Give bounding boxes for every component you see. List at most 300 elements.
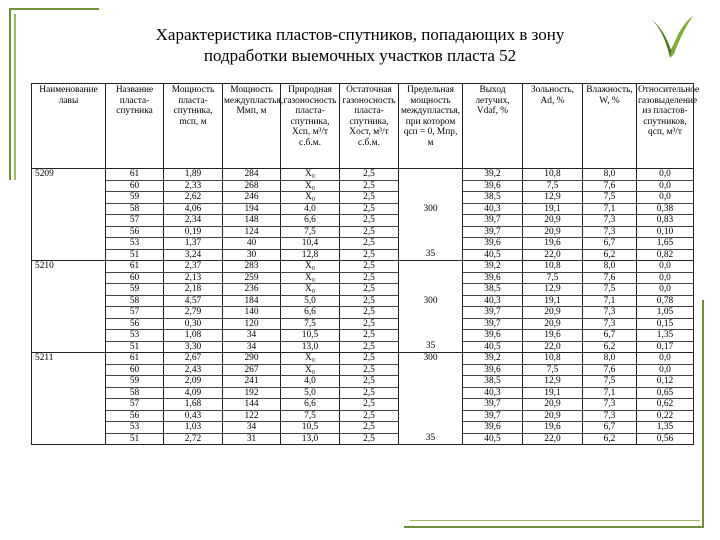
column-header: Влажность, W, % bbox=[583, 84, 637, 169]
cell-ash: 12,9 bbox=[523, 376, 583, 388]
cell-interlayer: 267 bbox=[223, 364, 281, 376]
satellite-seams-table bbox=[31, 83, 700, 445]
cell-limit-thickness bbox=[399, 272, 463, 284]
cell-interlayer: 40 bbox=[223, 238, 281, 250]
cell-moisture: 7,1 bbox=[583, 203, 637, 215]
cell-gas-content: 10,5 bbox=[281, 422, 340, 434]
cell-ash: 10,8 bbox=[523, 169, 583, 181]
slide-frame-bottom-inner bbox=[410, 520, 700, 521]
cell-seam: 61 bbox=[106, 353, 164, 365]
table-row bbox=[32, 295, 694, 307]
cell-seam: 59 bbox=[106, 376, 164, 388]
cell-gas-content: 6,6 bbox=[281, 215, 340, 227]
table-row bbox=[32, 192, 694, 204]
cell-limit-thickness bbox=[399, 410, 463, 422]
cell-gas-release: 0,0 bbox=[637, 364, 694, 376]
cell-interlayer: 283 bbox=[223, 261, 281, 273]
cell-seam: 60 bbox=[106, 364, 164, 376]
cell-ash: 20,9 bbox=[523, 215, 583, 227]
slide-title-line-2: подработки выемочных участков пласта 52 bbox=[203, 46, 517, 65]
cell-thickness: 2,09 bbox=[164, 376, 223, 388]
cell-lava bbox=[32, 330, 106, 342]
cell-lava bbox=[32, 376, 106, 388]
cell-gas-release: 0,62 bbox=[637, 399, 694, 411]
cell-gas-content: X₀ bbox=[281, 261, 340, 273]
cell-limit-thickness: 35 bbox=[399, 341, 463, 353]
cell-limit-thickness bbox=[399, 376, 463, 388]
cell-residual-gas: 2,5 bbox=[340, 422, 399, 434]
column-header: Название пласта-спутника bbox=[106, 84, 164, 169]
cell-residual-gas: 2,5 bbox=[340, 180, 399, 192]
column-header: Предельная мощность междупластья, при котором qсп = 0, Mпр, м bbox=[399, 84, 463, 169]
cell-moisture: 7,3 bbox=[583, 307, 637, 319]
cell-gas-release: 0,0 bbox=[637, 284, 694, 296]
table-row bbox=[32, 307, 694, 319]
table-row bbox=[32, 272, 694, 284]
cell-seam: 60 bbox=[106, 272, 164, 284]
cell-lava bbox=[32, 410, 106, 422]
cell-lava bbox=[32, 203, 106, 215]
cell-limit-thickness bbox=[399, 387, 463, 399]
cell-moisture: 6,7 bbox=[583, 422, 637, 434]
cell-thickness: 2,79 bbox=[164, 307, 223, 319]
cell-interlayer: 192 bbox=[223, 387, 281, 399]
cell-volatiles: 39,6 bbox=[463, 364, 523, 376]
cell-moisture: 7,6 bbox=[583, 364, 637, 376]
cell-ash: 20,9 bbox=[523, 399, 583, 411]
table-row bbox=[32, 387, 694, 399]
cell-seam: 56 bbox=[106, 410, 164, 422]
cell-ash: 20,9 bbox=[523, 226, 583, 238]
cell-thickness: 1,68 bbox=[164, 399, 223, 411]
cell-residual-gas: 2,5 bbox=[340, 330, 399, 342]
cell-moisture: 7,3 bbox=[583, 399, 637, 411]
cell-thickness: 2,18 bbox=[164, 284, 223, 296]
slide-frame-bottom bbox=[404, 526, 704, 528]
cell-seam: 53 bbox=[106, 330, 164, 342]
cell-thickness: 2,33 bbox=[164, 180, 223, 192]
cell-moisture: 7,3 bbox=[583, 226, 637, 238]
table-row bbox=[32, 364, 694, 376]
cell-gas-content: X₀ bbox=[281, 180, 340, 192]
column-header: Мощность пласта-спутника, mсп, м bbox=[164, 84, 223, 169]
cell-gas-release: 1,65 bbox=[637, 238, 694, 250]
cell-gas-release: 1,35 bbox=[637, 422, 694, 434]
cell-gas-content: 5,0 bbox=[281, 387, 340, 399]
cell-gas-release: 0,0 bbox=[637, 192, 694, 204]
cell-lava bbox=[32, 341, 106, 353]
cell-seam: 56 bbox=[106, 318, 164, 330]
cell-limit-thickness bbox=[399, 226, 463, 238]
cell-limit-thickness: 35 bbox=[399, 249, 463, 261]
cell-ash: 7,5 bbox=[523, 180, 583, 192]
cell-interlayer: 124 bbox=[223, 226, 281, 238]
cell-ash: 22,0 bbox=[523, 249, 583, 261]
cell-gas-content: 13,0 bbox=[281, 433, 340, 445]
cell-volatiles: 40,3 bbox=[463, 203, 523, 215]
cell-ash: 19,1 bbox=[523, 203, 583, 215]
column-header: Мощность междупластья, Mмп, м bbox=[223, 84, 281, 169]
table-header-row bbox=[32, 84, 694, 169]
cell-limit-thickness bbox=[399, 238, 463, 250]
cell-volatiles: 39,7 bbox=[463, 307, 523, 319]
cell-residual-gas: 2,5 bbox=[340, 192, 399, 204]
slide-frame-right bbox=[702, 300, 704, 528]
cell-gas-content: 7,5 bbox=[281, 410, 340, 422]
cell-gas-release: 0,0 bbox=[637, 353, 694, 365]
cell-gas-release: 0,22 bbox=[637, 410, 694, 422]
cell-seam: 58 bbox=[106, 295, 164, 307]
cell-residual-gas: 2,5 bbox=[340, 318, 399, 330]
cell-residual-gas: 2,5 bbox=[340, 203, 399, 215]
cell-volatiles: 40,3 bbox=[463, 295, 523, 307]
cell-volatiles: 40,3 bbox=[463, 387, 523, 399]
column-header: Природная газоносность пласта-спутника, Xсп, м³/т с.б.м. bbox=[281, 84, 340, 169]
cell-volatiles: 39,7 bbox=[463, 215, 523, 227]
cell-interlayer: 184 bbox=[223, 295, 281, 307]
cell-lava bbox=[32, 192, 106, 204]
cell-moisture: 7,1 bbox=[583, 387, 637, 399]
cell-gas-release: 0,56 bbox=[637, 433, 694, 445]
cell-lava bbox=[32, 272, 106, 284]
table-row bbox=[32, 433, 694, 445]
cell-volatiles: 39,6 bbox=[463, 330, 523, 342]
cell-residual-gas: 2,5 bbox=[340, 341, 399, 353]
cell-gas-release: 0,38 bbox=[637, 203, 694, 215]
cell-gas-content: 13,0 bbox=[281, 341, 340, 353]
cell-gas-content: 7,5 bbox=[281, 226, 340, 238]
cell-ash: 10,8 bbox=[523, 261, 583, 273]
cell-gas-release: 1,35 bbox=[637, 330, 694, 342]
cell-gas-content: 7,5 bbox=[281, 318, 340, 330]
cell-volatiles: 40,5 bbox=[463, 341, 523, 353]
cell-interlayer: 259 bbox=[223, 272, 281, 284]
cell-lava bbox=[32, 215, 106, 227]
cell-interlayer: 122 bbox=[223, 410, 281, 422]
cell-lava bbox=[32, 295, 106, 307]
cell-thickness: 2,43 bbox=[164, 364, 223, 376]
cell-moisture: 6,7 bbox=[583, 330, 637, 342]
cell-gas-content: 10,5 bbox=[281, 330, 340, 342]
cell-thickness: 1,89 bbox=[164, 169, 223, 181]
cell-ash: 12,9 bbox=[523, 192, 583, 204]
cell-interlayer: 34 bbox=[223, 330, 281, 342]
cell-seam: 51 bbox=[106, 341, 164, 353]
cell-limit-thickness bbox=[399, 169, 463, 181]
cell-lava: 5209 bbox=[32, 169, 106, 181]
table-row bbox=[32, 422, 694, 434]
cell-volatiles: 38,5 bbox=[463, 284, 523, 296]
table-row bbox=[32, 238, 694, 250]
cell-moisture: 6,2 bbox=[583, 433, 637, 445]
cell-residual-gas: 2,5 bbox=[340, 399, 399, 411]
cell-limit-thickness bbox=[399, 318, 463, 330]
cell-lava: 5210 bbox=[32, 261, 106, 273]
table-row bbox=[32, 203, 694, 215]
table-row bbox=[32, 249, 694, 261]
cell-moisture: 6,2 bbox=[583, 249, 637, 261]
cell-thickness: 2,13 bbox=[164, 272, 223, 284]
cell-seam: 56 bbox=[106, 226, 164, 238]
cell-gas-content: 12,8 bbox=[281, 249, 340, 261]
cell-lava bbox=[32, 422, 106, 434]
cell-seam: 61 bbox=[106, 169, 164, 181]
table-row bbox=[32, 330, 694, 342]
cell-residual-gas: 2,5 bbox=[340, 353, 399, 365]
cell-ash: 19,6 bbox=[523, 238, 583, 250]
cell-thickness: 0,19 bbox=[164, 226, 223, 238]
slide-frame-left bbox=[9, 8, 11, 180]
slide-title bbox=[80, 24, 640, 66]
cell-volatiles: 38,5 bbox=[463, 376, 523, 388]
cell-volatiles: 39,7 bbox=[463, 410, 523, 422]
cell-gas-content: X₀ bbox=[281, 169, 340, 181]
cell-moisture: 7,5 bbox=[583, 284, 637, 296]
cell-interlayer: 34 bbox=[223, 422, 281, 434]
cell-gas-content: X₀ bbox=[281, 192, 340, 204]
cell-ash: 7,5 bbox=[523, 364, 583, 376]
cell-seam: 61 bbox=[106, 261, 164, 273]
cell-thickness: 4,06 bbox=[164, 203, 223, 215]
cell-limit-thickness bbox=[399, 364, 463, 376]
cell-interlayer: 194 bbox=[223, 203, 281, 215]
column-header: Выход летучих, Vdaf, % bbox=[463, 84, 523, 169]
cell-gas-release: 0,0 bbox=[637, 180, 694, 192]
table-body bbox=[32, 169, 694, 445]
column-header: Относительное газовыделение из пластов-спутников, qсп, м³/т bbox=[637, 84, 694, 169]
cell-gas-release: 0,83 bbox=[637, 215, 694, 227]
cell-lava bbox=[32, 433, 106, 445]
cell-lava bbox=[32, 364, 106, 376]
cell-residual-gas: 2,5 bbox=[340, 376, 399, 388]
cell-limit-thickness: 300 bbox=[399, 295, 463, 307]
cell-ash: 10,8 bbox=[523, 353, 583, 365]
cell-interlayer: 284 bbox=[223, 169, 281, 181]
cell-thickness: 1,37 bbox=[164, 238, 223, 250]
cell-residual-gas: 2,5 bbox=[340, 364, 399, 376]
cell-gas-content: X₀ bbox=[281, 353, 340, 365]
cell-moisture: 7,5 bbox=[583, 376, 637, 388]
cell-residual-gas: 2,5 bbox=[340, 387, 399, 399]
cell-volatiles: 39,7 bbox=[463, 399, 523, 411]
cell-limit-thickness: 300 bbox=[399, 353, 463, 365]
table-row bbox=[32, 410, 694, 422]
cell-thickness: 3,30 bbox=[164, 341, 223, 353]
cell-limit-thickness bbox=[399, 180, 463, 192]
cell-gas-release: 0,15 bbox=[637, 318, 694, 330]
cell-thickness: 2,72 bbox=[164, 433, 223, 445]
cell-seam: 57 bbox=[106, 399, 164, 411]
cell-seam: 57 bbox=[106, 215, 164, 227]
cell-gas-release: 0,0 bbox=[637, 169, 694, 181]
cell-residual-gas: 2,5 bbox=[340, 238, 399, 250]
cell-seam: 51 bbox=[106, 433, 164, 445]
cell-gas-release: 0,65 bbox=[637, 387, 694, 399]
cell-volatiles: 39,2 bbox=[463, 169, 523, 181]
cell-thickness: 4,57 bbox=[164, 295, 223, 307]
table-row bbox=[32, 284, 694, 296]
cell-volatiles: 39,6 bbox=[463, 422, 523, 434]
cell-limit-thickness bbox=[399, 215, 463, 227]
cell-gas-release: 0,0 bbox=[637, 261, 694, 273]
cell-limit-thickness bbox=[399, 330, 463, 342]
cell-moisture: 6,2 bbox=[583, 341, 637, 353]
cell-interlayer: 148 bbox=[223, 215, 281, 227]
cell-thickness: 0,30 bbox=[164, 318, 223, 330]
cell-lava bbox=[32, 318, 106, 330]
cell-gas-content: 5,0 bbox=[281, 295, 340, 307]
cell-lava bbox=[32, 387, 106, 399]
cell-gas-content: 10,4 bbox=[281, 238, 340, 250]
cell-lava bbox=[32, 399, 106, 411]
cell-interlayer: 140 bbox=[223, 307, 281, 319]
cell-ash: 20,9 bbox=[523, 307, 583, 319]
cell-thickness: 2,37 bbox=[164, 261, 223, 273]
cell-lava bbox=[32, 226, 106, 238]
cell-interlayer: 144 bbox=[223, 399, 281, 411]
cell-seam: 51 bbox=[106, 249, 164, 261]
table-row bbox=[32, 261, 694, 273]
cell-gas-content: 4,0 bbox=[281, 203, 340, 215]
column-header: Остаточная газоносность пласта-спутника, Xост, м³/т с.б.м. bbox=[340, 84, 399, 169]
cell-seam: 59 bbox=[106, 284, 164, 296]
cell-volatiles: 38,5 bbox=[463, 192, 523, 204]
cell-moisture: 8,0 bbox=[583, 261, 637, 273]
cell-seam: 53 bbox=[106, 238, 164, 250]
cell-residual-gas: 2,5 bbox=[340, 284, 399, 296]
cell-residual-gas: 2,5 bbox=[340, 249, 399, 261]
cell-volatiles: 39,2 bbox=[463, 353, 523, 365]
cell-moisture: 7,3 bbox=[583, 318, 637, 330]
cell-limit-thickness: 300 bbox=[399, 203, 463, 215]
table-row bbox=[32, 353, 694, 365]
cell-ash: 20,9 bbox=[523, 410, 583, 422]
cell-volatiles: 40,5 bbox=[463, 249, 523, 261]
cell-seam: 58 bbox=[106, 203, 164, 215]
cell-limit-thickness bbox=[399, 284, 463, 296]
cell-limit-thickness bbox=[399, 422, 463, 434]
cell-lava bbox=[32, 180, 106, 192]
cell-moisture: 7,1 bbox=[583, 295, 637, 307]
slide-frame-left-inner bbox=[14, 14, 16, 180]
cell-lava bbox=[32, 249, 106, 261]
cell-limit-thickness: 35 bbox=[399, 433, 463, 445]
cell-interlayer: 30 bbox=[223, 249, 281, 261]
cell-gas-release: 0,10 bbox=[637, 226, 694, 238]
cell-gas-release: 0,78 bbox=[637, 295, 694, 307]
cell-interlayer: 290 bbox=[223, 353, 281, 365]
cell-thickness: 0,43 bbox=[164, 410, 223, 422]
cell-interlayer: 34 bbox=[223, 341, 281, 353]
table-row bbox=[32, 180, 694, 192]
cell-gas-release: 0,82 bbox=[637, 249, 694, 261]
cell-volatiles: 39,2 bbox=[463, 261, 523, 273]
cell-residual-gas: 2,5 bbox=[340, 261, 399, 273]
cell-moisture: 8,0 bbox=[583, 169, 637, 181]
cell-moisture: 8,0 bbox=[583, 353, 637, 365]
cell-seam: 57 bbox=[106, 307, 164, 319]
cell-ash: 22,0 bbox=[523, 341, 583, 353]
cell-thickness: 1,08 bbox=[164, 330, 223, 342]
cell-ash: 22,0 bbox=[523, 433, 583, 445]
green-checkmark-logo bbox=[650, 14, 694, 60]
cell-limit-thickness bbox=[399, 399, 463, 411]
slide-frame-top bbox=[9, 8, 99, 10]
cell-gas-content: X₀ bbox=[281, 272, 340, 284]
cell-gas-content: 6,6 bbox=[281, 307, 340, 319]
cell-interlayer: 236 bbox=[223, 284, 281, 296]
cell-seam: 58 bbox=[106, 387, 164, 399]
cell-moisture: 7,3 bbox=[583, 410, 637, 422]
column-header: Зольность, Ad, % bbox=[523, 84, 583, 169]
cell-seam: 53 bbox=[106, 422, 164, 434]
cell-volatiles: 40,5 bbox=[463, 433, 523, 445]
cell-interlayer: 120 bbox=[223, 318, 281, 330]
cell-limit-thickness bbox=[399, 261, 463, 273]
cell-lava bbox=[32, 284, 106, 296]
cell-moisture: 7,6 bbox=[583, 272, 637, 284]
cell-gas-content: 4,0 bbox=[281, 376, 340, 388]
cell-ash: 7,5 bbox=[523, 272, 583, 284]
cell-residual-gas: 2,5 bbox=[340, 410, 399, 422]
cell-ash: 19,6 bbox=[523, 422, 583, 434]
column-header: Наименование лавы bbox=[32, 84, 106, 169]
cell-gas-content: X₀ bbox=[281, 364, 340, 376]
cell-lava: 5211 bbox=[32, 353, 106, 365]
cell-thickness: 2,34 bbox=[164, 215, 223, 227]
cell-gas-release: 0,17 bbox=[637, 341, 694, 353]
cell-interlayer: 31 bbox=[223, 433, 281, 445]
cell-lava bbox=[32, 238, 106, 250]
slide-title-line-1: Характеристика пластов-спутников, попадающих в зону bbox=[155, 25, 565, 44]
cell-residual-gas: 2,5 bbox=[340, 226, 399, 238]
table-row bbox=[32, 226, 694, 238]
cell-volatiles: 39,7 bbox=[463, 226, 523, 238]
cell-interlayer: 246 bbox=[223, 192, 281, 204]
cell-residual-gas: 2,5 bbox=[340, 169, 399, 181]
cell-limit-thickness bbox=[399, 192, 463, 204]
cell-interlayer: 241 bbox=[223, 376, 281, 388]
cell-thickness: 4,09 bbox=[164, 387, 223, 399]
cell-residual-gas: 2,5 bbox=[340, 295, 399, 307]
cell-gas-content: 6,6 bbox=[281, 399, 340, 411]
cell-gas-release: 0,0 bbox=[637, 272, 694, 284]
cell-residual-gas: 2,5 bbox=[340, 272, 399, 284]
cell-ash: 20,9 bbox=[523, 318, 583, 330]
cell-moisture: 6,7 bbox=[583, 238, 637, 250]
cell-ash: 12,9 bbox=[523, 284, 583, 296]
table-row bbox=[32, 318, 694, 330]
table-row bbox=[32, 399, 694, 411]
table-row bbox=[32, 215, 694, 227]
cell-ash: 19,6 bbox=[523, 330, 583, 342]
cell-residual-gas: 2,5 bbox=[340, 215, 399, 227]
table-row bbox=[32, 341, 694, 353]
cell-moisture: 7,5 bbox=[583, 192, 637, 204]
cell-ash: 19,1 bbox=[523, 295, 583, 307]
cell-residual-gas: 2,5 bbox=[340, 307, 399, 319]
cell-thickness: 1,03 bbox=[164, 422, 223, 434]
cell-volatiles: 39,6 bbox=[463, 180, 523, 192]
cell-volatiles: 39,6 bbox=[463, 238, 523, 250]
cell-ash: 19,1 bbox=[523, 387, 583, 399]
cell-thickness: 2,67 bbox=[164, 353, 223, 365]
cell-volatiles: 39,6 bbox=[463, 272, 523, 284]
cell-thickness: 3,24 bbox=[164, 249, 223, 261]
cell-residual-gas: 2,5 bbox=[340, 433, 399, 445]
cell-seam: 59 bbox=[106, 192, 164, 204]
cell-gas-release: 1,05 bbox=[637, 307, 694, 319]
